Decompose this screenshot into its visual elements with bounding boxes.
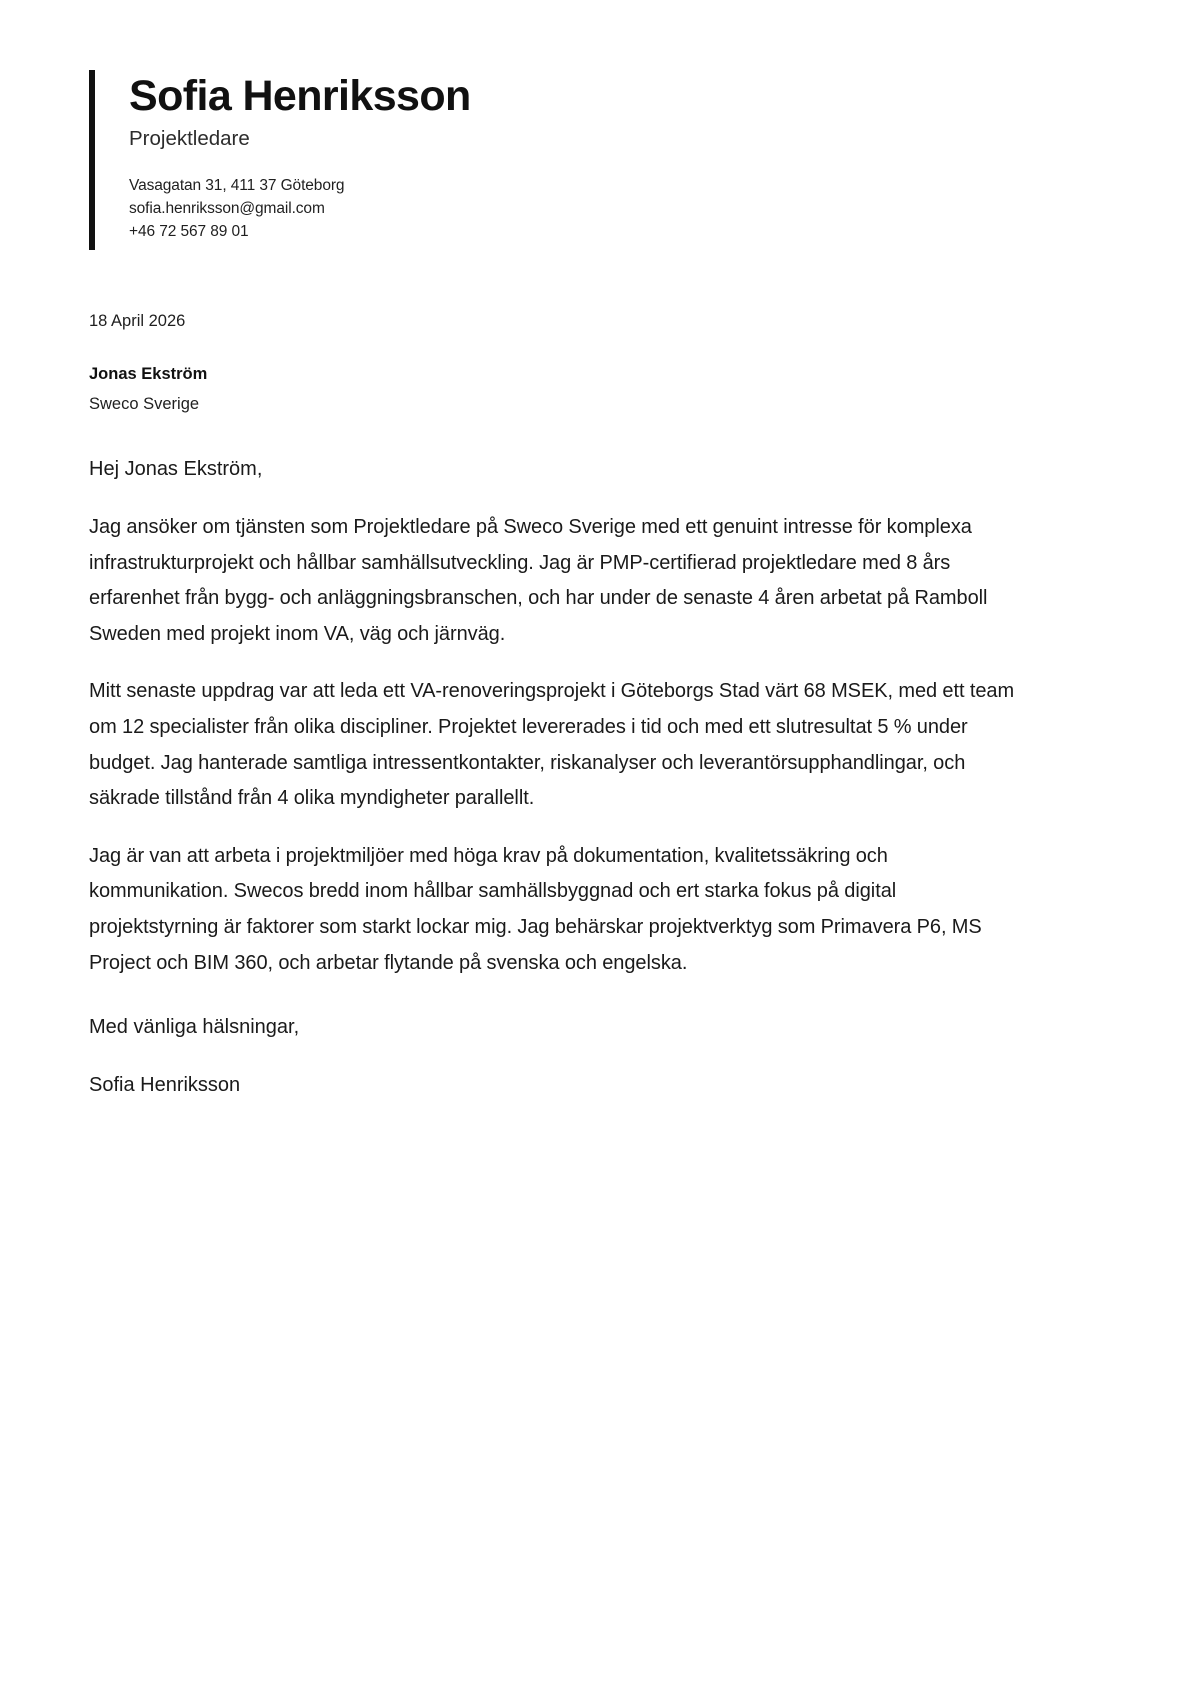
letter-body bbox=[89, 455, 1024, 1101]
letter-signature: Sofia Henriksson bbox=[89, 1074, 241, 1097]
letter-meta-block bbox=[89, 310, 1049, 417]
sender-phone: +46 72 567 89 01 bbox=[129, 222, 249, 240]
sender-email: sofia.henriksson@gmail.com bbox=[129, 199, 325, 217]
recipient-company: Sweco Sverige bbox=[89, 395, 200, 414]
letter-closing: Med vänliga hälsningar, bbox=[89, 1016, 300, 1039]
letter-paragraph-3: Jag är van att arbeta i projektmiljöer med höga krav på dokumentation, kvalitetssäkring och kommunikation. Swecos bredd inom hållbar samhällsbyggnad och ert starka fokus på digital projektstyrning är faktorer som starkt lockar mig. Jag behärskar projektverktyg som Primavera P6, MS Project och BIM 360, och arbetar flytande på svenska och engelska. bbox=[89, 844, 982, 974]
letter-date: 18 April 2026 bbox=[89, 312, 186, 330]
sender-address: Vasagatan 31, 411 37 Göteborg bbox=[129, 176, 345, 194]
letter-paragraph-1: Jag ansöker om tjänsten som Projektledare på Sweco Sverige med ett genuint intresse för komplexa infrastrukturprojekt och hållbar samhällsutveckling. Jag är PMP-certifierad projektledare med 8 års erfarenhet från bygg- och anläggningsbranschen, och har under de senaste 4 åren arbetat på Ramboll Sweden med projekt inom VA, väg och järnväg. bbox=[89, 516, 988, 645]
letter-paragraph-2: Mitt senaste uppdrag var att leda ett VA-renoveringsprojekt i Göteborgs Stad värt 68 MSEK, med ett team om 12 specialister från olika discipliner. Projektet levererades i tid och med ett slutresultat 5 % under budget. Jag hanterade samtliga intressentkontakter, riskanalyser och leverantörsupphandlingar, och säkrade tillstånd från 4 olika myndigheter parallellt. bbox=[89, 680, 1015, 810]
header-text-block bbox=[95, 70, 471, 250]
letter-greeting: Hej Jonas Ekström, bbox=[89, 458, 263, 480]
sender-name: Sofia Henriksson bbox=[129, 72, 471, 120]
letter-header bbox=[89, 70, 1049, 250]
sender-job-title: Projektledare bbox=[129, 127, 250, 151]
recipient-name: Jonas Ekström bbox=[89, 365, 208, 384]
